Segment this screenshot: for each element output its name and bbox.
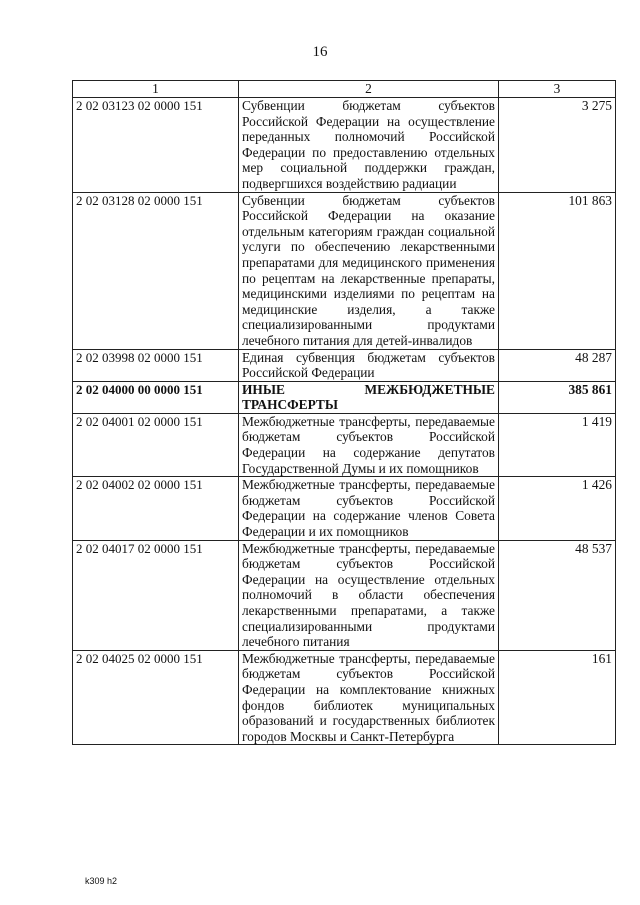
- table-header-row: [73, 81, 616, 98]
- budget-table: [72, 80, 616, 745]
- row-description: Субвенции бюджетам субъектов Российской Федерации на оказание отдельным категориям граждан социальной услуги по обеспечению лекарственными препаратами для медицинского применения по рецептам на лекарственные препараты, медицинскими изделиями по рецептам на медицинские изделия, а также специализированными продуктами лечебного питания для детей-инвалидов: [239, 192, 499, 349]
- row-amount: 48 287: [499, 349, 616, 381]
- row-description: Межбюджетные трансферты, передаваемые бюджетам субъектов Российской Федерации на содержание депутатов Государственной Думы и их помощников: [239, 413, 499, 476]
- row-amount: 1 419: [499, 413, 616, 476]
- row-description: Межбюджетные трансферты, передаваемые бюджетам субъектов Российской Федерации на содержание членов Совета Федерации и их помощников: [239, 477, 499, 540]
- row-amount: 161: [499, 650, 616, 745]
- classification-code: 2 02 04002 02 0000 151: [73, 477, 239, 540]
- row-description: Субвенции бюджетам субъектов Российской Федерации на осуществление переданных полномочий Российской Федерации по предоставлению отдельных мер социальной поддержки граждан, подвергшихся воздействию радиации: [239, 98, 499, 193]
- row-description: Межбюджетные трансферты, передаваемые бюджетам субъектов Российской Федерации на осуществление отдельных полномочий в области обеспечения лекарственными препаратами, а также специализированными продуктами лечебного питания: [239, 540, 499, 650]
- table-row: [73, 98, 616, 193]
- row-description: Межбюджетные трансферты, передаваемые бюджетам субъектов Российской Федерации на комплектование книжных фондов библиотек муниципальных образований и государственных библиотек городов Москвы и Санкт-Петербурга: [239, 650, 499, 745]
- table-row: [73, 540, 616, 650]
- table-row: [73, 192, 616, 349]
- footer-document-code: k309 h2: [85, 876, 118, 886]
- column-header-1: 1: [73, 81, 239, 98]
- classification-code: 2 02 03128 02 0000 151: [73, 192, 239, 349]
- classification-code: 2 02 04017 02 0000 151: [73, 540, 239, 650]
- page-number: 16: [312, 44, 328, 60]
- table-row: [73, 477, 616, 540]
- classification-code: 2 02 04001 02 0000 151: [73, 413, 239, 476]
- row-amount: 48 537: [499, 540, 616, 650]
- column-header-3: 3: [499, 81, 616, 98]
- row-amount: 3 275: [499, 98, 616, 193]
- row-amount: 385 861: [499, 381, 616, 413]
- row-description: ИНЫЕ МЕЖБЮДЖЕТНЫЕ ТРАНСФЕРТЫ: [239, 381, 499, 413]
- row-description: Единая субвенция бюджетам субъектов Российской Федерации: [239, 349, 499, 381]
- table-row: [73, 349, 616, 381]
- table-row: [73, 650, 616, 745]
- classification-code: 2 02 04000 00 0000 151: [73, 381, 239, 413]
- classification-code: 2 02 04025 02 0000 151: [73, 650, 239, 745]
- table-row-section-total: [73, 381, 616, 413]
- row-amount: 101 863: [499, 192, 616, 349]
- classification-code: 2 02 03998 02 0000 151: [73, 349, 239, 381]
- classification-code: 2 02 03123 02 0000 151: [73, 98, 239, 193]
- column-header-2: 2: [239, 81, 499, 98]
- table-row: [73, 413, 616, 476]
- row-amount: 1 426: [499, 477, 616, 540]
